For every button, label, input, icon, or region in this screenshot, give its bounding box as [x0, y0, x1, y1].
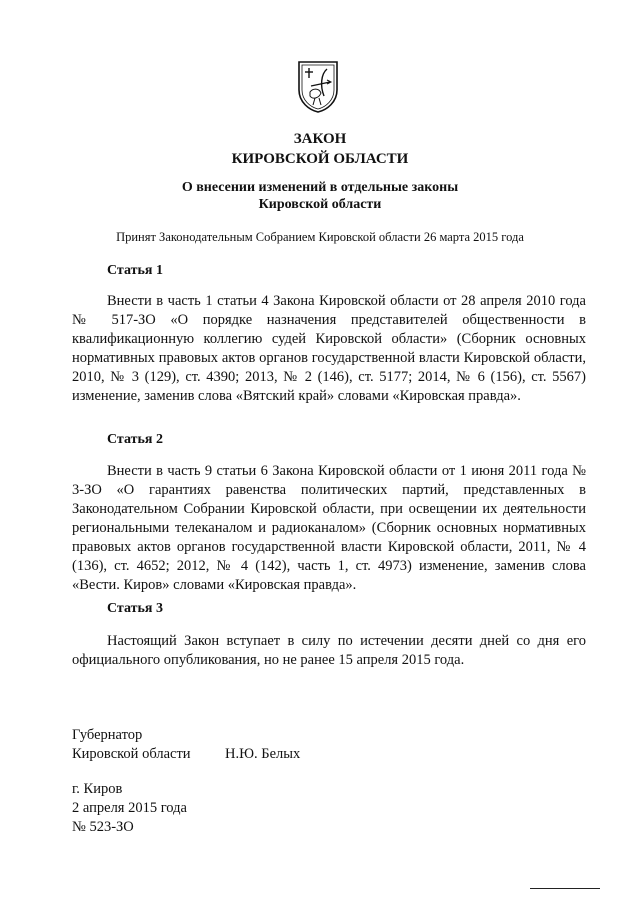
article-1-text: Внести в часть 1 статьи 4 Закона Кировской области от 28 апреля 2010 года № 517-ЗО «О порядке назначения представителей общественности в квалификационную коллегию судей Кировской области» (Сборник основных нормативных правовых актов органов государственной власти Кировской области, 2010, № 3 (129), ст. 4390; 2013, № 2 (146), ст. 5177; 2014, № 6 (156), ст. 5567) изменение, заменив слова «Вятский край» словами «Кировская правда».	[72, 293, 586, 404]
signing-date: 2 апреля 2015 года	[72, 800, 187, 816]
law-number: № 523-ЗО	[72, 819, 134, 835]
signatory-role-line1: Губернатор	[72, 727, 143, 743]
article-2-heading: Статья 2	[107, 432, 163, 447]
law-subject-line2: Кировской области	[258, 197, 382, 212]
coat-of-arms-icon	[297, 60, 339, 114]
footer-divider	[530, 888, 600, 889]
region-title: КИРОВСКОЙ ОБЛАСТИ	[231, 151, 409, 167]
article-3-heading: Статья 3	[107, 601, 163, 616]
law-subject-line1: О внесении изменений в отдельные законы	[181, 180, 459, 195]
article-2-text: Внести в часть 9 статьи 6 Закона Кировской области от 1 июня 2011 года № 3-ЗО «О гарантиях равенства политических партий, представленных в Законодательном Собрании Кировской области, при освещении их деятельности региональными телеканалом и радиоканалом» (Сборник основных нормативных правовых актов органов государственной власти Кировской области, 2011, № 4 (136), ст. 4652; 2012, № 4 (142), часть 1, ст. 4973) изменение, заменив слова «Вести. Киров» словами «Кировская правда».	[72, 463, 586, 593]
signatory-role-line2: Кировской области	[72, 746, 191, 762]
signing-place: г. Киров	[72, 781, 123, 797]
adoption-note: Принят Законодательным Собранием Кировской области 26 марта 2015 года	[116, 230, 524, 244]
article-1-heading: Статья 1	[107, 263, 163, 278]
article-3-text: Настоящий Закон вступает в силу по истечении десяти дней со дня его официального опубликования, но не ранее 15 апреля 2015 года.	[72, 633, 586, 668]
law-title: ЗАКОН	[293, 131, 347, 147]
signatory-name: Н.Ю. Белых	[225, 746, 301, 762]
